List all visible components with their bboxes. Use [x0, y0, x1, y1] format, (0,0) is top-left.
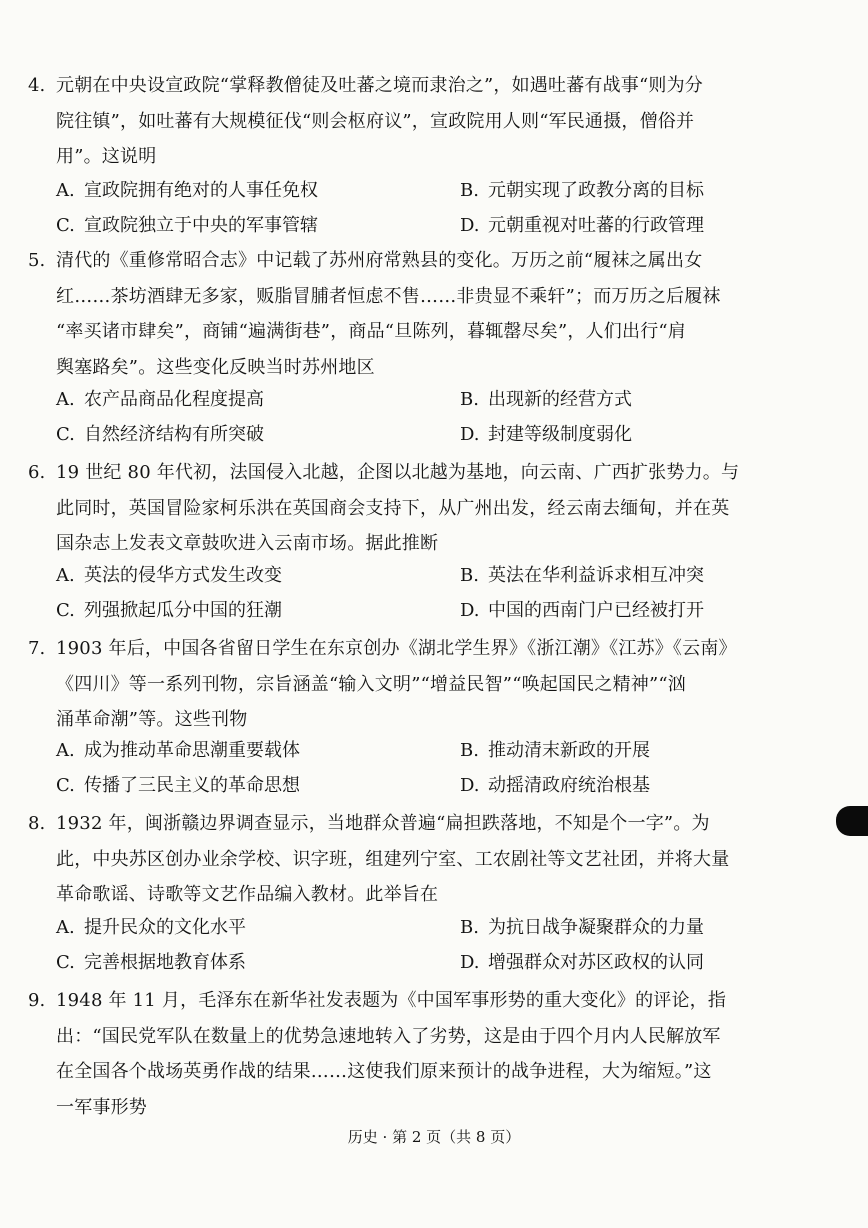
stem-line: 红……茶坊酒肆无多家，贩脂冒脯者恒虑不售……非贵显不乘轩”；而万历之后履袜: [56, 285, 721, 307]
stem-line: 此同时，英国冒险家柯乐洪在英国商会支持下，从广州出发，经云南去缅甸，并在英: [56, 497, 730, 519]
option-b: B. 推动清末新政的开展: [460, 740, 650, 761]
stem-line: 舆塞路矣”。这些变化反映当时苏州地区: [56, 356, 375, 378]
question-stem: [56, 983, 786, 1125]
question-stem: [56, 455, 786, 562]
stem-line: 一军事形势: [56, 1096, 147, 1118]
option-a: A. 成为推动革命思潮重要载体: [56, 740, 300, 761]
option-c: C. 完善根据地教育体系: [56, 952, 246, 973]
stem-line: 革命歌谣、诗歌等文艺作品编入教材。此举旨在: [56, 884, 439, 905]
stem-line: 涌革命潮”等。这些刊物: [56, 709, 248, 730]
question-number: 5.: [28, 250, 46, 271]
option-d: D. 封建等级制度弱化: [460, 424, 632, 445]
stem-line: “率买诸市肆矣”，商铺“遍满街巷”，商品“旦陈列，暮辄罄尽矣”，人们出行“肩: [56, 321, 687, 342]
option-a: A. 宣政院拥有绝对的人事任免权: [56, 180, 318, 201]
option-b: B. 元朝实现了政教分离的目标: [460, 180, 704, 201]
question-number: 9.: [28, 990, 46, 1011]
question-stem: [56, 631, 786, 738]
stem-line: 元朝在中央设宣政院“掌释教僧徒及吐蕃之境而隶治之”，如遇吐蕃有战事“则为分: [56, 75, 704, 96]
stem-line: 《四川》等一系列刊物，宗旨涵盖“输入文明”“增益民智”“唤起国民之精神”“汹: [56, 673, 687, 695]
question-number: 8.: [28, 813, 46, 834]
stem-line: 在全国各个战场英勇作战的结果……这使我们原来预计的战争进程，大为缩短。”这: [56, 1061, 712, 1082]
option-d: D. 增强群众对苏区政权的认同: [460, 952, 704, 973]
question-number: 4.: [28, 75, 46, 96]
question-number: 7.: [28, 638, 46, 659]
stem-line: 院往镇”，如吐蕃有大规模征伐“则会枢府议”，宣政院用人则“军民通摄，僧俗并: [56, 110, 695, 132]
option-a: A. 提升民众的文化水平: [56, 917, 246, 938]
option-d: D. 动摇清政府统治根基: [460, 775, 650, 796]
option-d: D. 中国的西南门户已经被打开: [460, 600, 704, 621]
option-b: B. 为抗日战争凝聚群众的力量: [460, 917, 704, 938]
option-c: C. 传播了三民主义的革命思想: [56, 775, 300, 796]
stem-line: 清代的《重修常昭合志》中记载了苏州府常熟县的变化。万历之前“履袜之属出女: [56, 250, 703, 271]
option-c: C. 自然经济结构有所突破: [56, 424, 264, 445]
question-stem: [56, 243, 786, 385]
option-b: B. 英法在华利益诉求相互冲突: [460, 565, 704, 586]
question-number: 6.: [28, 462, 46, 483]
stem-line: 1932 年，闽浙赣边界调查显示，当地群众普遍“扁担跌落地，不知是个一字”。为: [56, 813, 710, 834]
stem-line: 1948 年 11 月，毛泽东在新华社发表题为《中国军事形势的重大变化》的评论，指: [56, 990, 727, 1011]
option-a: A. 英法的侵华方式发生改变: [56, 565, 282, 586]
stem-line: 此，中央苏区创办业余学校、识字班，组建列宁室、工农剧社等文艺社团，并将大量: [56, 848, 730, 870]
option-b: B. 出现新的经营方式: [460, 389, 632, 410]
option-c: C. 宣政院独立于中央的军事管辖: [56, 215, 318, 236]
option-a: A. 农产品商品化程度提高: [56, 389, 264, 410]
page-edge-tab-mark: [836, 806, 868, 836]
page-footer: 历史 · 第 2 页（共 8 页）: [347, 1128, 521, 1146]
option-c: C. 列强掀起瓜分中国的狂潮: [56, 600, 282, 621]
stem-line: 1903 年后，中国各省留日学生在东京创办《湖北学生界》《浙江潮》《江苏》《云南》: [56, 638, 737, 659]
stem-line: 用”。这说明: [56, 146, 157, 167]
stem-line: 出：“国民党军队在数量上的优势急速地转入了劣势，这是由于四个月内人民解放军: [56, 1025, 721, 1047]
stem-line: 国杂志上发表文章鼓吹进入云南市场。据此推断: [56, 533, 439, 554]
stem-line: 19 世纪 80 年代初，法国侵入北越，企图以北越为基地，向云南、广西扩张势力。与: [56, 462, 740, 483]
question-stem: [56, 68, 786, 175]
option-d: D. 元朝重视对吐蕃的行政管理: [460, 215, 704, 236]
question-stem: [56, 806, 786, 913]
